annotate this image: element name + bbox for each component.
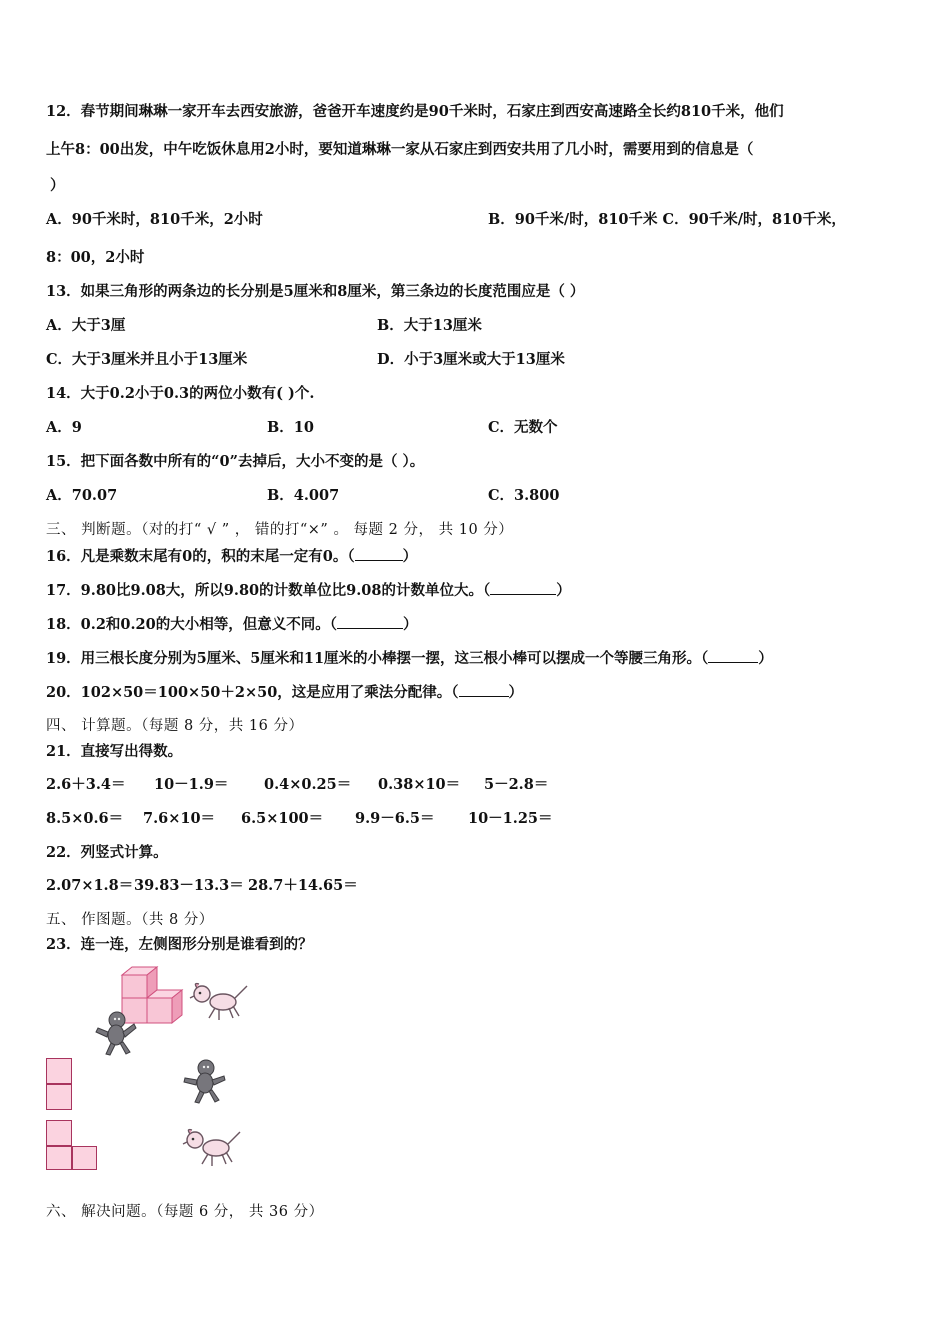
q17-text: 17．9.80比9.08大，所以9.80的计数单位比9.08的计数单位大。（ [46,582,491,599]
q16-end: ） [402,548,418,565]
q21-item: 9.9－6.5＝ [355,810,435,827]
q13-stem: 13．如果三角形的两条边的长分别是5厘米和8厘米，第三条边的长度范围应是（ ） [46,283,585,300]
q15-option-a: A．70.07 [46,487,118,504]
q21-stem: 21．直接写出得数。 [46,743,183,760]
q21-item: 0.38×10＝ [378,776,461,793]
q19-text: 19．用三根长度分别为5厘米、5厘米和11厘米的小棒摆一摆，这三根小棒可以摆成一个等腰三角形。（ [46,650,709,667]
q20 [46,682,523,703]
q21-item: 10－1.25＝ [468,810,553,827]
q22-item: 39.83－13.3＝ [134,877,244,894]
dog-icon [182,1126,242,1170]
q12-line1: 12．春节期间琳琳一家开车去西安旅游，爸爸开车速度约是90千米时，石家庄到西安高速路全长约810千米，他们 [46,103,784,120]
q22-stem: 22．列竖式计算。 [46,844,168,861]
monkey-icon [181,1058,227,1104]
q21-item: 7.6×10＝ [143,810,216,827]
q14-stem: 14．大于0.2小于0.3的两位小数有( )个. [46,385,315,402]
view-shape-vertical [46,1058,74,1112]
section-5-heading: 五、 作图题。（共 8 分） [46,912,214,928]
view-shape-l [46,1120,100,1174]
q17 [46,580,571,601]
q17-answer-blank[interactable] [490,580,556,595]
q21-item: 6.5×100＝ [241,810,324,827]
q13-option-c: C．大于3厘米并且小于13厘米 [46,351,248,368]
q21-item: 8.5×0.6＝ [46,810,124,827]
q21-item: 5－2.8＝ [484,776,549,793]
q17-end: ） [556,582,571,599]
q12-line2: 上午8：00出发，中午吃饭休息用2小时，要知道琳琳一家从石家庄到西安共用了几小时，需要用到的信息是（ [46,141,754,158]
section-3-heading: 三、 判断题。（对的打“ √ ” ， 错的打“×” 。 每题 2 分， 共 10 分） [46,522,514,538]
q18-end: ） [402,616,418,633]
q13-option-b: B．大于13厘米 [377,317,482,334]
q20-text: 20．102×50＝100×50＋2×50，这是应用了乘法分配律。（ [46,684,459,701]
q16 [46,546,417,567]
q16-answer-blank[interactable] [355,546,403,561]
q22-item: 28.7＋14.65＝ [248,877,358,894]
q15-stem: 15．把下面各数中所有的“0”去掉后，大小不变的是（ ）。 [46,453,425,470]
q21-item: 0.4×0.25＝ [264,776,352,793]
q19 [46,648,773,669]
q23-stem: 23．连一连，左侧图形分别是谁看到的？ [46,936,313,953]
q15-option-c: C．3.800 [488,487,560,504]
q15-option-b: B．4.007 [267,487,340,504]
q12-option-a: A．90千米时，810千米，2小时 [46,211,263,228]
q18-text: 18．0.2和0.20的大小相等，但意义不同。（ [46,616,337,633]
monkey-icon [92,1010,138,1056]
q20-answer-blank[interactable] [459,682,509,697]
q19-end: ） [758,650,773,667]
q16-text: 16．凡是乘数末尾有0的，积的末尾一定有0。（ [46,548,355,565]
q22-item: 2.07×1.8＝ [46,877,134,894]
q18-answer-blank[interactable] [337,614,403,629]
dog-icon [189,980,249,1024]
q21-item: 10－1.9＝ [154,776,229,793]
q12-option-c-cont: 8：00，2小时 [46,249,145,266]
q21-item: 2.6＋3.4＝ [46,776,126,793]
q13-option-d: D．小于3厘米或大于13厘米 [377,351,565,368]
section-6-heading: 六、 解决问题。（每题 6 分， 共 36 分） [46,1204,324,1220]
q14-option-a: A．9 [46,419,82,436]
q13-option-a: A．大于3厘 [46,317,126,334]
q12-option-bc: B．90千米/时，810千米 C．90千米/时，810千米， [488,211,846,228]
q14-option-b: B．10 [267,419,314,436]
q18 [46,614,417,635]
section-4-heading: 四、 计算题。（每题 8 分，共 16 分） [46,718,304,734]
q19-answer-blank[interactable] [708,648,758,663]
q20-end: ） [508,684,524,701]
q12-line3: ） [50,177,65,194]
q14-option-c: C．无数个 [488,419,558,436]
